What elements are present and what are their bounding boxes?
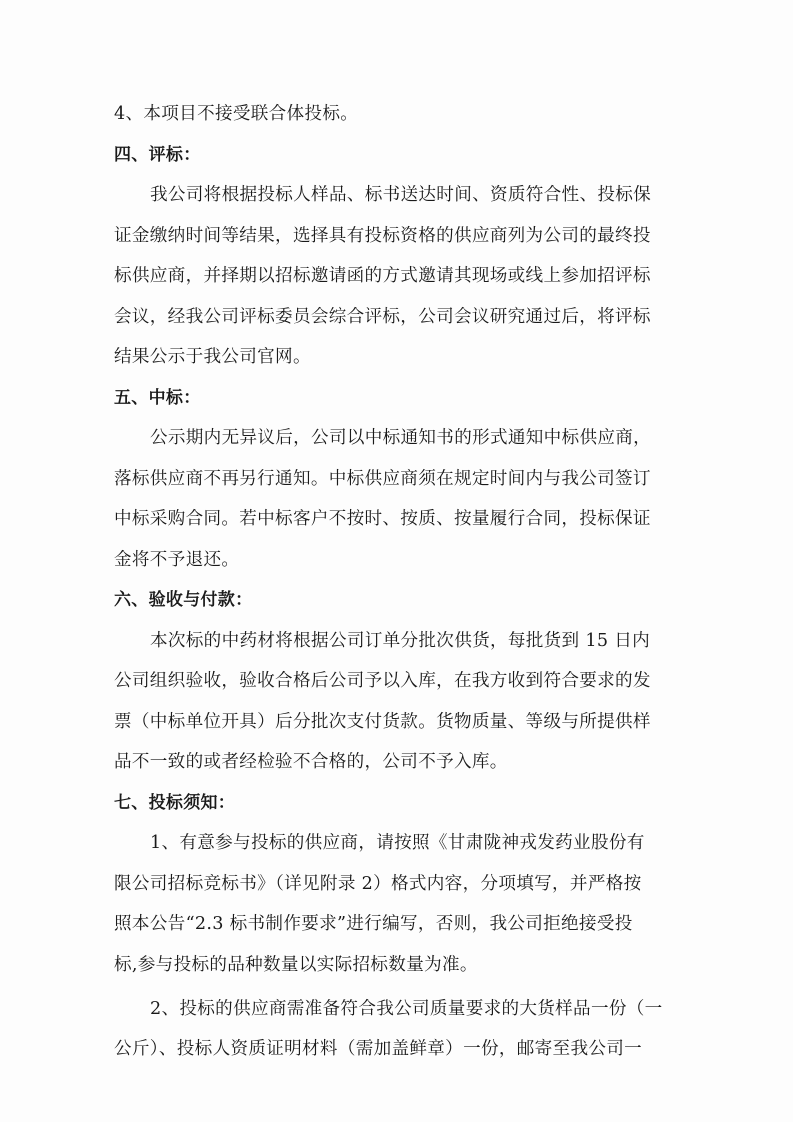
paragraph-line: 公示期内无异议后，公司以中标通知书的形式通知中标供应商， bbox=[150, 428, 652, 448]
paragraph-line: 品不一致的或者经检验不合格的，公司不予入库。 bbox=[114, 752, 508, 772]
paragraph-line: 1、有意参与投标的供应商，请按照《甘肃陇神戎发药业股份有 bbox=[150, 833, 645, 853]
paragraph-line: 中标采购合同。若中标客户不按时、按质、按量履行合同，投标保证 bbox=[114, 509, 651, 529]
document-body bbox=[114, 104, 694, 1060]
section-heading-award: 五、中标： bbox=[114, 387, 201, 408]
paragraph-line: 落标供应商不再另行通知。中标供应商须在规定时间内与我公司签订 bbox=[114, 468, 651, 489]
paragraph-line: 2、投标的供应商需准备符合我公司质量要求的大货样品一份（一 bbox=[150, 998, 663, 1019]
paragraph-line: 结果公示于我公司官网。 bbox=[114, 347, 311, 367]
paragraph-line: 限公司招标竞标书》（详见附录 2）格式内容，分项填写，并严格按 bbox=[114, 873, 642, 894]
paragraph-line: 票（中标单位开具）后分批次支付货款。货物质量、等级与所提供样 bbox=[114, 711, 651, 732]
section-heading-acceptance-payment: 六、验收与付款： bbox=[114, 590, 253, 610]
paragraph-line: 标,参与投标的品种数量以实际招标数量为准。 bbox=[114, 954, 478, 975]
item-4-text: 4、本项目不接受联合体投标。 bbox=[114, 104, 359, 124]
paragraph-line: 我公司将根据投标人样品、标书送达时间、资质符合性、投标保 bbox=[150, 185, 652, 205]
paragraph-line: 公斤）、投标人资质证明材料（需加盖鲜章）一份，邮寄至我公司一 bbox=[114, 1039, 643, 1059]
paragraph-line: 公司组织验收，验收合格后公司予以入库，在我方收到符合要求的发 bbox=[114, 671, 651, 691]
paragraph-line: 证金缴纳时间等结果，选择具有投标资格的供应商列为公司的最终投 bbox=[114, 225, 651, 246]
paragraph-line: 标供应商，并择期以招标邀请函的方式邀请其现场或线上参加招评标 bbox=[114, 266, 651, 286]
section-heading-bidding-notice: 七、投标须知： bbox=[114, 792, 236, 813]
paragraph-line: 会议，经我公司评标委员会综合评标，公司会议研究通过后，将评标 bbox=[114, 306, 651, 327]
paragraph-line: 照本公告“2.3 标书制作要求”进行编写，否则，我公司拒绝接受投 bbox=[114, 914, 633, 934]
paragraph-line: 金将不予退还。 bbox=[114, 549, 240, 570]
section-heading-evaluation: 四、评标： bbox=[114, 144, 201, 165]
paragraph-line: 本次标的中药材将根据公司订单分批次供货，每批货到 15 日内 bbox=[150, 630, 651, 651]
